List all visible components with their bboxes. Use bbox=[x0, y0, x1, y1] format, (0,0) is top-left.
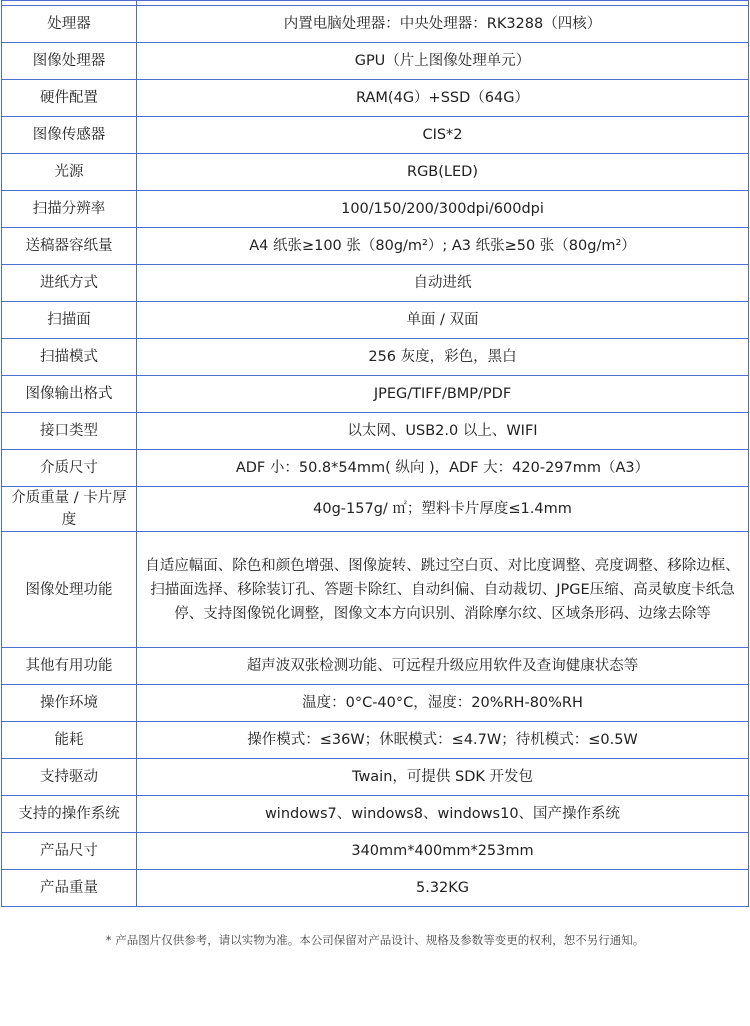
spec-value: 340mm*400mm*253mm bbox=[137, 833, 749, 870]
table-row bbox=[2, 191, 749, 228]
spec-value: 以太网、USB2.0 以上、WIFI bbox=[137, 413, 749, 450]
spec-label: 扫描模式 bbox=[2, 339, 137, 376]
table-row bbox=[2, 487, 749, 532]
spec-label: 接口类型 bbox=[2, 413, 137, 450]
spec-value: GPU（片上图像处理单元） bbox=[137, 43, 749, 80]
spec-label: 进纸方式 bbox=[2, 265, 137, 302]
spec-label: 能耗 bbox=[2, 722, 137, 759]
spec-value: CIS*2 bbox=[137, 117, 749, 154]
spec-label: 处理器 bbox=[2, 6, 137, 43]
table-row bbox=[2, 339, 749, 376]
spec-value: A4 纸张≥100 张（80g/m²）; A3 纸张≥50 张（80g/m²） bbox=[137, 228, 749, 265]
table-row bbox=[2, 117, 749, 154]
table-row bbox=[2, 796, 749, 833]
table-row bbox=[2, 833, 749, 870]
table-row bbox=[2, 532, 749, 648]
spec-label: 图像传感器 bbox=[2, 117, 137, 154]
spec-label: 产品尺寸 bbox=[2, 833, 137, 870]
spec-label: 扫描面 bbox=[2, 302, 137, 339]
table-row bbox=[2, 450, 749, 487]
spec-value: 5.32KG bbox=[137, 870, 749, 907]
table-row bbox=[2, 376, 749, 413]
spec-table bbox=[1, 0, 749, 907]
spec-label: 其他有用功能 bbox=[2, 648, 137, 685]
table-row bbox=[2, 685, 749, 722]
spec-value: 256 灰度，彩色，黑白 bbox=[137, 339, 749, 376]
spec-value: 自适应幅面、除色和颜色增强、图像旋转、跳过空白页、对比度调整、亮度调整、移除边框、扫描面选择、移除装订孔、答题卡除红、自动纠偏、自动裁切、JPGE压缩、高灵敏度卡纸急停、支持图像锐化调整，图像文本方向识别、消除摩尔纹、区域条形码、边缘去除等 bbox=[137, 532, 749, 648]
table-row bbox=[2, 413, 749, 450]
spec-label: 操作环境 bbox=[2, 685, 137, 722]
spec-value: 单面 / 双面 bbox=[137, 302, 749, 339]
spec-value: 100/150/200/300dpi/600dpi bbox=[137, 191, 749, 228]
spec-value: JPEG/TIFF/BMP/PDF bbox=[137, 376, 749, 413]
spec-label: 图像输出格式 bbox=[2, 376, 137, 413]
spec-label: 支持驱动 bbox=[2, 759, 137, 796]
table-row bbox=[2, 154, 749, 191]
spec-label: 产品重量 bbox=[2, 870, 137, 907]
table-row bbox=[2, 43, 749, 80]
table-row bbox=[2, 80, 749, 117]
spec-value: 40g-157g/ ㎡；塑料卡片厚度≤1.4mm bbox=[137, 487, 749, 532]
spec-value: windows7、windows8、windows10、国产操作系统 bbox=[137, 796, 749, 833]
spec-value: 温度：0°C-40°C，湿度：20%RH-80%RH bbox=[137, 685, 749, 722]
spec-value: ADF 小：50.8*54mm( 纵向 )，ADF 大：420-297mm（A3） bbox=[137, 450, 749, 487]
spec-value: 内置电脑处理器：中央处理器：RK3288（四核） bbox=[137, 6, 749, 43]
spec-label: 介质尺寸 bbox=[2, 450, 137, 487]
footnote: * 产品图片仅供参考，请以实物为准。本公司保留对产品设计、规格及参数等变更的权利，恕不另行通知。 bbox=[105, 933, 645, 947]
spec-value: Twain，可提供 SDK 开发包 bbox=[137, 759, 749, 796]
spec-label: 介质重量 / 卡片厚度 bbox=[2, 487, 137, 532]
table-row bbox=[2, 648, 749, 685]
spec-value: 操作模式：≤36W；休眠模式：≤4.7W；待机模式：≤0.5W bbox=[137, 722, 749, 759]
table-row bbox=[2, 6, 749, 43]
spec-value: 超声波双张检测功能、可远程升级应用软件及查询健康状态等 bbox=[137, 648, 749, 685]
table-row bbox=[2, 302, 749, 339]
spec-value: 自动进纸 bbox=[137, 265, 749, 302]
spec-label: 扫描分辨率 bbox=[2, 191, 137, 228]
spec-value: RAM(4G）+SSD（64G） bbox=[137, 80, 749, 117]
table-row bbox=[2, 228, 749, 265]
table-row bbox=[2, 265, 749, 302]
spec-label: 送稿器容纸量 bbox=[2, 228, 137, 265]
table-row bbox=[2, 759, 749, 796]
spec-label: 硬件配置 bbox=[2, 80, 137, 117]
table-row bbox=[2, 722, 749, 759]
spec-label: 图像处理功能 bbox=[2, 532, 137, 648]
spec-value: RGB(LED) bbox=[137, 154, 749, 191]
spec-label: 支持的操作系统 bbox=[2, 796, 137, 833]
table-row bbox=[2, 870, 749, 907]
spec-label: 光源 bbox=[2, 154, 137, 191]
spec-label: 图像处理器 bbox=[2, 43, 137, 80]
